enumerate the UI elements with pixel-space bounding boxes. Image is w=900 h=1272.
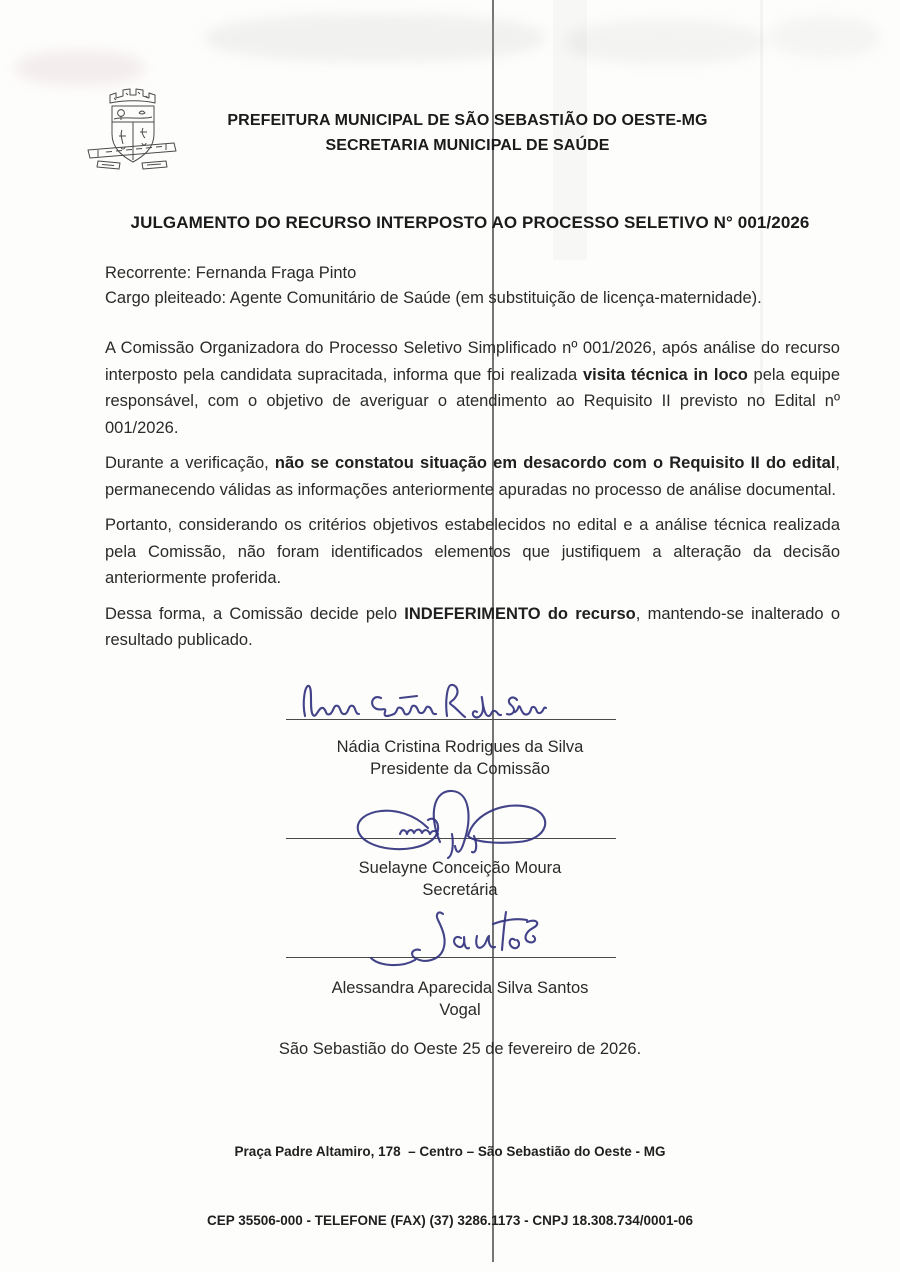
- paragraph-3: [105, 512, 840, 592]
- scan-bleedthrough-smudge: [565, 20, 765, 64]
- footer-contact: CEP 35506-000 - TELEFONE (FAX) (37) 3286.1173 - CNPJ 18.308.734/0001-06: [206, 1213, 694, 1228]
- letterhead: [180, 108, 755, 158]
- footer-address: Praça Padre Altamiro, 178 – Centro – São Sebastião do Oeste - MG: [234, 1144, 666, 1159]
- signature-ink-suelayne: [340, 786, 552, 864]
- date-line: São Sebastião do Oeste 25 de fevereiro de 2026.: [278, 1040, 642, 1058]
- document-body: [105, 261, 840, 663]
- paragraph-text: , permanecendo válidas as informações anteriormente apuradas no processo de análise documental.: [105, 454, 840, 499]
- scan-bleedthrough-smudge: [15, 50, 145, 86]
- signer-name: Suelayne Conceição Moura: [358, 859, 562, 877]
- paragraph-text: A Comissão Organizadora do Processo Seletivo Simplificado nº 001/2026, após análise do recurso interposto pela candidata supracitada, informa que foi realizada: [105, 339, 840, 384]
- paragraph-text: pela equipe responsável, com o objetivo de averiguar o atendimento ao Requisito II previsto no Edital nº 001/2026.: [105, 365, 841, 437]
- paragraph-4: [105, 601, 840, 654]
- document-title: JULGAMENTO DO RECURSO INTERPOSTO AO PROCESSO SELETIVO N° 001/2026: [130, 213, 810, 232]
- signer-role: Presidente da Comissão: [370, 760, 550, 778]
- municipal-coat-of-arms-logo: [86, 86, 178, 170]
- paragraph-bold-text: INDEFERIMENTO do recurso: [404, 604, 636, 623]
- signer-name: Nádia Cristina Rodrigues da Silva: [336, 738, 584, 756]
- signer-name: Alessandra Aparecida Silva Santos: [331, 979, 589, 997]
- cargo-line: Cargo pleiteado: Agente Comunitário de Saúde (em substituição de licença-maternidade).: [105, 289, 762, 307]
- paragraph-1: [105, 335, 840, 441]
- paragraph-text: Portanto, considerando os critérios objetivos estabelecidos no edital e a análise técnica realizada pela Comissão, não foram identificados elementos que justifiquem a alteração da decisão anteriormente proferida.: [105, 516, 840, 587]
- paragraph-text: Dessa forma, a Comissão decide pelo: [105, 604, 405, 623]
- org-name: PREFEITURA MUNICIPAL DE SÃO SEBASTIÃO DO OESTE-MG: [227, 112, 708, 129]
- signature-ink-santos: [365, 908, 540, 976]
- signature-ink-nadia: [295, 676, 550, 721]
- scan-bleedthrough-smudge: [205, 14, 545, 62]
- paragraph-bold-text: não se constatou situação em desacordo com o Requisito II do edital: [274, 454, 836, 472]
- paragraph-bold-text: visita técnica in loco: [582, 365, 748, 384]
- scan-bleedthrough-smudge: [770, 16, 880, 58]
- paragraph-text: , mantendo-se inalterado o resultado publicado.: [105, 604, 840, 649]
- document-footer: [0, 1094, 900, 1272]
- applicant-info: [105, 261, 840, 311]
- signer-role: Vogal: [439, 1001, 481, 1019]
- org-department: SECRETARIA MUNICIPAL DE SAÚDE: [325, 137, 610, 154]
- recorrente-line: Recorrente: Fernanda Fraga Pinto: [105, 264, 357, 282]
- paragraph-text: Durante a verificação,: [105, 454, 275, 472]
- signer-role: Secretária: [422, 881, 498, 899]
- paragraph-2: [105, 450, 840, 503]
